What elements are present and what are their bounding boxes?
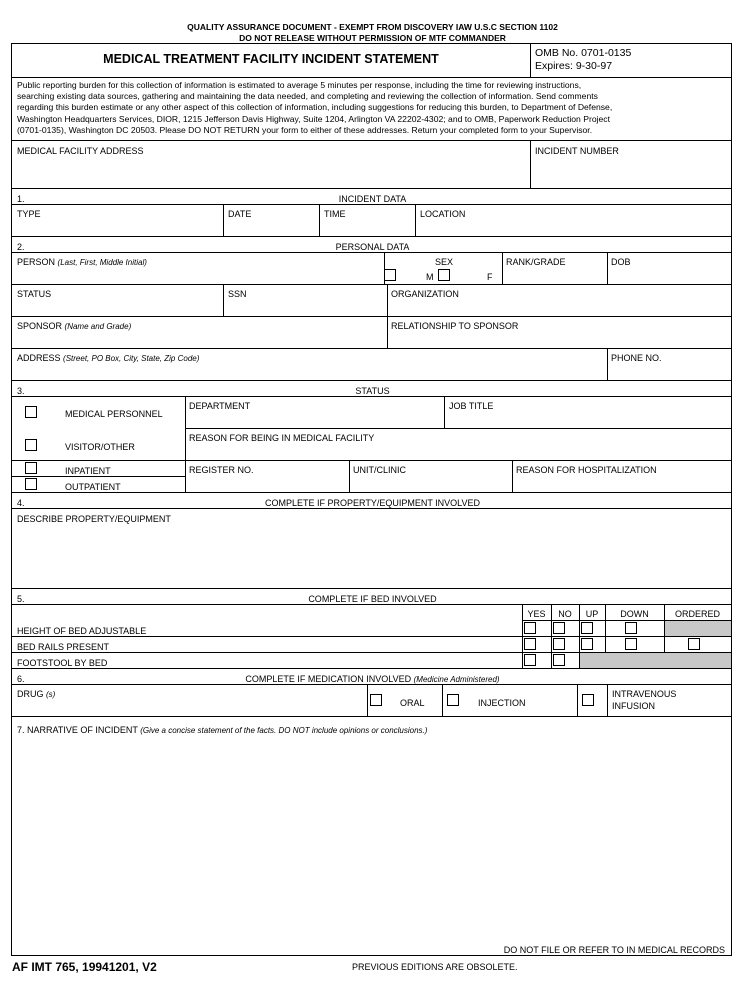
sponsor-label: SPONSOR (Name and Grade) (17, 321, 132, 331)
bed-rails-up-checkbox[interactable] (581, 638, 593, 650)
narrative-field[interactable] (12, 716, 731, 955)
inpatient-checkbox[interactable] (25, 462, 37, 474)
outpatient-label: OUTPATIENT (65, 482, 121, 492)
oral-label: ORAL (400, 698, 425, 708)
reason-facility-label: REASON FOR BEING IN MEDICAL FACILITY (189, 433, 375, 443)
height-adjustable-yes-checkbox[interactable] (524, 622, 536, 634)
section-1-number: 1. (17, 194, 25, 204)
form-id: AF IMT 765, 19941201, V2 (12, 960, 157, 974)
section-6-number: 6. (17, 674, 25, 684)
register-no-label: REGISTER NO. (189, 465, 254, 475)
header-line-1: QUALITY ASSURANCE DOCUMENT - EXEMPT FROM DISCOVERY IAW U.S.C SECTION 1102 (187, 22, 558, 32)
section-4-title: COMPLETE IF PROPERTY/EQUIPMENT INVOLVED (264, 498, 481, 508)
status-label: STATUS (17, 289, 52, 299)
visitor-other-checkbox[interactable] (25, 439, 37, 451)
describe-property-label: DESCRIBE PROPERTY/EQUIPMENT (17, 514, 171, 524)
section-2-number: 2. (17, 242, 25, 252)
drug-field[interactable] (12, 684, 367, 716)
drug-label: DRUG (s) (17, 689, 56, 699)
bed-rails-ordered-checkbox[interactable] (688, 638, 700, 650)
bed-rails-yes-checkbox[interactable] (524, 638, 536, 650)
col-down: DOWN (620, 609, 649, 619)
omb-expires: Expires: 9-30-97 (535, 60, 613, 72)
incident-form (11, 43, 732, 956)
intravenous-label: INTRAVENOUS (612, 689, 677, 699)
location-label: LOCATION (420, 209, 466, 219)
ssn-label: SSN (228, 289, 247, 299)
ssn-field[interactable] (224, 284, 387, 316)
time-label: TIME (324, 209, 346, 219)
job-title-label: JOB TITLE (449, 401, 494, 411)
height-adjustable-no-checkbox[interactable] (553, 622, 565, 634)
unit-clinic-label: UNIT/CLINIC (353, 465, 407, 475)
infusion-label: INFUSION (612, 701, 656, 711)
person-label: PERSON (Last, First, Middle Initial) (17, 257, 147, 267)
relationship-label: RELATIONSHIP TO SPONSOR (391, 321, 519, 331)
footstool-no-checkbox[interactable] (553, 654, 565, 666)
oral-checkbox[interactable] (370, 694, 382, 706)
type-label: TYPE (17, 209, 41, 219)
section-3-number: 3. (17, 386, 25, 396)
department-label: DEPARTMENT (189, 401, 251, 411)
height-adjustable-up-checkbox[interactable] (581, 622, 593, 634)
do-not-file-note: DO NOT FILE OR REFER TO IN MEDICAL RECORDS (503, 945, 725, 955)
rank-grade-label: RANK/GRADE (506, 257, 566, 267)
medical-personnel-label: MEDICAL PERSONNEL (65, 409, 163, 419)
address-label: ADDRESS (Street, PO Box, City, State, Zip Code) (17, 353, 200, 363)
form-title: MEDICAL TREATMENT FACILITY INCIDENT STATEMENT (103, 52, 439, 66)
date-label: DATE (228, 209, 252, 219)
injection-checkbox[interactable] (447, 694, 459, 706)
footstool-yes-checkbox[interactable] (524, 654, 536, 666)
narrative-label: 7. NARRATIVE OF INCIDENT (Give a concise statement of the facts. DO NOT include opinions or conclusions.) (17, 725, 428, 735)
medical-facility-address-label: MEDICAL FACILITY ADDRESS (17, 146, 144, 156)
height-adjustable-down-checkbox[interactable] (625, 622, 637, 634)
bed-row-footstool-label: FOOTSTOOL BY BED (17, 658, 108, 668)
sex-male-checkbox[interactable] (384, 269, 396, 281)
section-3-title: STATUS (355, 386, 390, 396)
reason-hosp-label: REASON FOR HOSPITALIZATION (516, 465, 657, 475)
bed-row-rails-label: BED RAILS PRESENT (17, 642, 110, 652)
col-up: UP (585, 609, 599, 619)
injection-label: INJECTION (478, 698, 526, 708)
intravenous-checkbox[interactable] (582, 694, 594, 706)
burden-statement: Public reporting burden for this collection of information is estimated to average 5 minutes per response, including the time for reviewing instructions, searching existing data sources, gathering and maintaining the data needed, and completing and reviewing the collection of information. Send comments regarding this burden estimate or any other aspect of this collection of information, including suggestions for reducing this burden, to Department of Defense, Washington Headquarters Services, DIOR, 1215 Jefferson Davis Highway, Suite 1204, Arlington VA 22202-4302; and to OMB, Paperwork Reduction Project (0701-0135), Washington DC 20503. Please DO NOT RETURN your form to either of these addresses. Return your completed form to your Supervisor. (17, 80, 613, 135)
section-2-title: PERSONAL DATA (335, 242, 410, 252)
obsolete-note: PREVIOUS EDITIONS ARE OBSOLETE. (352, 962, 518, 972)
dob-label: DOB (611, 257, 631, 267)
col-no: NO (558, 609, 572, 619)
organization-label: ORGANIZATION (391, 289, 459, 299)
sex-female-checkbox[interactable] (438, 269, 450, 281)
inpatient-label: INPATIENT (65, 466, 111, 476)
sex-label: SEX (434, 257, 453, 267)
incident-type-field[interactable] (12, 204, 223, 236)
section-5-title: COMPLETE IF BED INVOLVED (308, 594, 437, 604)
section-4-number: 4. (17, 498, 25, 508)
female-label: F (487, 272, 493, 282)
omb-number: OMB No. 0701-0135 (535, 47, 632, 59)
bed-row-height-label: HEIGHT OF BED ADJUSTABLE (17, 626, 147, 636)
phone-label: PHONE NO. (611, 353, 662, 363)
section-5-number: 5. (17, 594, 25, 604)
medical-personnel-checkbox[interactable] (25, 406, 37, 418)
section-6-title: COMPLETE IF MEDICATION INVOLVED (Medicine Administered) (245, 674, 500, 684)
outpatient-checkbox[interactable] (25, 478, 37, 490)
incident-number-label: INCIDENT NUMBER (535, 146, 619, 156)
bed-rails-down-checkbox[interactable] (625, 638, 637, 650)
header-line-2: DO NOT RELEASE WITHOUT PERMISSION OF MTF COMMANDER (239, 33, 506, 43)
visitor-other-label: VISITOR/OTHER (65, 442, 135, 452)
bed-rails-no-checkbox[interactable] (553, 638, 565, 650)
col-ordered: ORDERED (674, 609, 720, 619)
male-label: M (426, 272, 434, 282)
col-yes: YES (527, 609, 546, 619)
section-1-title: INCIDENT DATA (338, 194, 407, 204)
